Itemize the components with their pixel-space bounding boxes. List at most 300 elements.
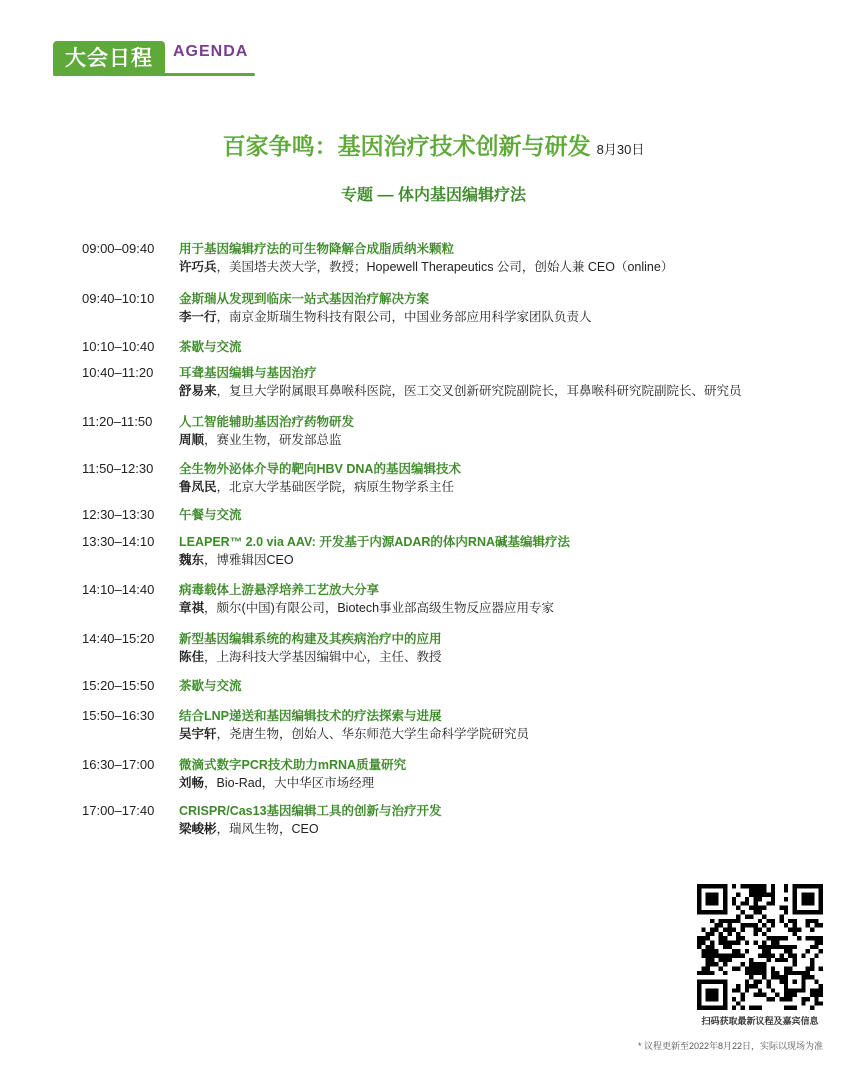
session-time: 16:30–17:00 — [82, 757, 155, 772]
qr-module — [719, 919, 723, 923]
qr-module — [762, 888, 766, 892]
qr-module — [706, 967, 710, 971]
qr-module — [714, 927, 718, 931]
session-topic: 全生物外泌体介导的靶向HBV DNA的基因编辑技术 — [179, 462, 461, 476]
qr-module — [753, 906, 757, 910]
qr-module — [758, 967, 762, 971]
session-time: 11:20–11:50 — [82, 414, 153, 429]
qr-code[interactable] — [697, 884, 823, 1010]
speaker-affiliation: ，北京大学基础医学院，病原生物学系主任 — [216, 480, 455, 494]
qr-module — [801, 1001, 805, 1005]
qr-module — [740, 884, 744, 888]
qr-module — [697, 945, 701, 949]
qr-module — [736, 949, 740, 953]
session-topic: 金斯瑞从发现到临床一站式基因治疗解决方案 — [179, 292, 430, 306]
qr-module — [723, 971, 727, 975]
schedule-row — [82, 677, 802, 695]
qr-module — [806, 936, 810, 940]
session-content — [179, 338, 802, 356]
qr-module — [740, 962, 744, 966]
qr-module — [714, 923, 718, 927]
badge-cn-label: 大会日程 — [53, 41, 165, 76]
qr-module — [758, 893, 762, 897]
qr-module — [780, 980, 784, 984]
qr-module — [736, 919, 740, 923]
qr-module — [749, 906, 753, 910]
schedule-row — [82, 240, 802, 276]
speaker-name: 梁峻彬 — [179, 822, 217, 836]
qr-module — [758, 962, 762, 966]
qr-module — [753, 940, 757, 944]
session-content — [179, 460, 802, 496]
qr-module — [758, 993, 762, 997]
qr-module — [771, 940, 775, 944]
qr-module — [758, 906, 762, 910]
qr-module — [753, 893, 757, 897]
qr-module — [767, 954, 771, 958]
qr-module — [788, 993, 792, 997]
qr-module — [749, 958, 753, 962]
session-content — [179, 240, 802, 276]
qr-module — [819, 936, 823, 940]
speaker-name: 李一行 — [179, 310, 217, 324]
qr-module — [740, 954, 744, 958]
session-time: 11:50–12:30 — [82, 461, 154, 476]
qr-module — [727, 940, 731, 944]
qr-module — [740, 923, 744, 927]
qr-module — [701, 940, 705, 944]
qr-module — [758, 954, 762, 958]
session-time: 09:40–10:10 — [82, 291, 155, 306]
qr-module — [814, 980, 818, 984]
qr-module — [736, 967, 740, 971]
session-content — [179, 290, 802, 326]
qr-module — [723, 958, 727, 962]
qr-module — [810, 962, 814, 966]
qr-module — [762, 940, 766, 944]
qr-module — [710, 949, 714, 953]
qr-module — [758, 945, 762, 949]
qr-module — [806, 919, 810, 923]
qr-module — [732, 988, 736, 992]
qr-module — [736, 984, 740, 988]
qr-module — [732, 897, 736, 901]
qr-module — [749, 884, 753, 888]
session-topic: LEAPER™ 2.0 via AAV: 开发基于内源ADAR的体内RNA碱基编辑疗法 — [179, 535, 571, 549]
session-topic: 午餐与交流 — [179, 508, 242, 522]
qr-module — [706, 958, 710, 962]
qr-module — [806, 971, 810, 975]
qr-module — [723, 927, 727, 931]
qr-module — [732, 967, 736, 971]
qr-module — [740, 901, 744, 905]
qr-module — [784, 997, 788, 1001]
qr-module — [727, 958, 731, 962]
qr-module — [736, 893, 740, 897]
qr-module — [706, 945, 710, 949]
qr-module — [814, 940, 818, 944]
qr-module — [784, 949, 788, 953]
qr-module — [775, 975, 779, 979]
qr-module — [780, 958, 784, 962]
session-content — [179, 677, 802, 695]
session-content — [179, 413, 802, 449]
qr-module — [753, 888, 757, 892]
qr-module — [753, 927, 757, 931]
qr-module — [814, 923, 818, 927]
qr-module — [736, 954, 740, 958]
qr-module — [753, 901, 757, 905]
qr-module — [793, 1006, 797, 1010]
qr-module — [819, 967, 823, 971]
qr-module — [784, 897, 788, 901]
qr-module — [801, 893, 814, 906]
badge-underline — [53, 73, 255, 76]
qr-module — [767, 980, 771, 984]
qr-module — [723, 945, 727, 949]
schedule-row — [82, 533, 802, 569]
qr-module — [749, 975, 753, 979]
qr-module — [771, 897, 775, 901]
qr-module — [767, 927, 771, 931]
qr-module — [732, 901, 736, 905]
qr-module — [797, 927, 801, 931]
qr-module — [771, 901, 775, 905]
qr-module — [788, 1006, 792, 1010]
qr-module — [710, 958, 714, 962]
qr-module — [814, 997, 818, 1001]
session-speaker-line — [179, 551, 802, 569]
qr-module — [810, 958, 814, 962]
session-topic: 茶歇与交流 — [179, 340, 242, 354]
schedule-row — [82, 707, 802, 743]
qr-module — [753, 932, 757, 936]
qr-module — [784, 923, 788, 927]
qr-module — [710, 954, 714, 958]
qr-module — [762, 932, 766, 936]
session-time: 10:40–11:20 — [82, 365, 154, 380]
qr-module — [714, 954, 718, 958]
qr-module — [745, 967, 749, 971]
qr-module — [784, 906, 788, 910]
qr-module — [710, 971, 714, 975]
session-speaker-line — [179, 382, 802, 400]
qr-module — [740, 910, 744, 914]
qr-module — [771, 888, 775, 892]
qr-module — [762, 975, 766, 979]
qr-module — [771, 975, 775, 979]
qr-module — [706, 962, 710, 966]
qr-module — [723, 919, 727, 923]
session-time: 17:00–17:40 — [82, 803, 155, 818]
qr-module — [767, 945, 771, 949]
qr-module — [719, 940, 723, 944]
qr-module — [706, 988, 719, 1001]
session-topic: 用于基因编辑疗法的可生物降解合成脂质纳米颗粒 — [179, 242, 455, 256]
qr-module — [710, 932, 714, 936]
qr-module — [771, 954, 775, 958]
qr-module — [701, 927, 705, 931]
qr-module — [780, 945, 784, 949]
qr-module — [727, 945, 731, 949]
qr-module — [732, 940, 736, 944]
qr-module — [753, 897, 757, 901]
qr-module — [801, 997, 805, 1001]
schedule-row — [82, 460, 802, 496]
qr-module — [819, 1001, 823, 1005]
qr-module — [745, 897, 749, 901]
session-topic: 病毒载体上游悬浮培养工艺放大分享 — [179, 583, 380, 597]
qr-module — [714, 962, 718, 966]
qr-module — [775, 958, 779, 962]
qr-module — [762, 971, 766, 975]
schedule-row — [82, 413, 802, 449]
schedule-row — [82, 506, 802, 524]
qr-module — [697, 971, 701, 975]
agenda-badge — [53, 41, 253, 76]
qr-module — [758, 897, 762, 901]
qr-module — [810, 988, 814, 992]
session-content — [179, 756, 802, 792]
badge-en-label: AGENDA — [173, 43, 249, 60]
qr-module — [793, 980, 797, 984]
qr-module — [771, 967, 775, 971]
qr-module — [806, 949, 810, 953]
qr-module — [758, 980, 762, 984]
session-content — [179, 630, 802, 666]
speaker-name: 章祺 — [179, 601, 205, 615]
qr-module — [814, 919, 818, 923]
speaker-name: 吴宇轩 — [179, 727, 217, 741]
qr-module — [810, 919, 814, 923]
session-topic: 耳聋基因编辑与基因治疗 — [179, 366, 317, 380]
qr-module — [793, 954, 797, 958]
speaker-name: 陈佳 — [179, 650, 205, 664]
qr-module — [706, 936, 710, 940]
qr-module — [753, 984, 757, 988]
qr-module — [740, 1006, 744, 1010]
qr-module — [793, 945, 797, 949]
qr-module — [719, 967, 723, 971]
qr-module — [784, 884, 788, 888]
qr-module — [780, 936, 784, 940]
qr-module — [819, 940, 823, 944]
schedule-row — [82, 338, 802, 356]
session-content — [179, 581, 802, 617]
qr-module — [732, 997, 736, 1001]
qr-module — [762, 914, 766, 918]
qr-module — [780, 906, 784, 910]
qr-module — [745, 884, 749, 888]
qr-module — [788, 945, 792, 949]
qr-module — [706, 893, 719, 906]
qr-module — [736, 914, 740, 918]
qr-module — [719, 936, 723, 940]
qr-module — [745, 980, 749, 984]
qr-module — [740, 936, 744, 940]
speaker-affiliation: ，南京金斯瑞生物科技有限公司，中国业务部应用科学家团队负责人 — [216, 310, 592, 324]
qr-module — [784, 967, 788, 971]
session-content — [179, 364, 802, 400]
qr-module — [727, 919, 731, 923]
qr-module — [810, 927, 814, 931]
session-topic: CRISPR/Cas13基因编辑工具的创新与治疗开发 — [179, 804, 442, 818]
qr-module — [749, 923, 753, 927]
speaker-name: 许巧兵 — [179, 260, 217, 274]
qr-module — [758, 888, 762, 892]
qr-module — [736, 940, 740, 944]
session-speaker-line — [179, 308, 802, 326]
qr-module — [732, 927, 736, 931]
qr-module — [758, 988, 762, 992]
qr-module — [793, 993, 797, 997]
qr-module — [775, 945, 779, 949]
qr-module — [810, 975, 814, 979]
qr-module — [797, 936, 801, 940]
session-time: 13:30–14:10 — [82, 534, 155, 549]
speaker-affiliation: ，Bio-Rad，大中华区市场经理 — [204, 776, 375, 790]
qr-module — [784, 945, 788, 949]
qr-module — [780, 914, 784, 918]
qr-module — [749, 984, 753, 988]
qr-module — [758, 971, 762, 975]
qr-module — [767, 919, 771, 923]
qr-module — [719, 932, 723, 936]
qr-module — [753, 910, 757, 914]
speaker-name: 魏东 — [179, 553, 205, 567]
session-time: 15:50–16:30 — [82, 708, 155, 723]
qr-module — [814, 993, 818, 997]
qr-module — [819, 923, 823, 927]
session-time: 15:20–15:50 — [82, 678, 155, 693]
qr-module — [780, 954, 784, 958]
qr-module — [762, 949, 766, 953]
session-topic: 微滴式数字PCR技术助力mRNA质量研究 — [179, 758, 407, 772]
session-time: 10:10–10:40 — [82, 339, 155, 354]
qr-module — [810, 967, 814, 971]
qr-module — [727, 932, 731, 936]
qr-module — [727, 954, 731, 958]
qr-module — [788, 949, 792, 953]
qr-module — [806, 997, 810, 1001]
speaker-affiliation: ，瑞风生物，CEO — [216, 822, 319, 836]
session-speaker-line — [179, 478, 802, 496]
session-speaker-line — [179, 431, 802, 449]
qr-module — [710, 945, 714, 949]
qr-module — [753, 971, 757, 975]
qr-module — [710, 940, 714, 944]
qr-module — [771, 893, 775, 897]
qr-module — [788, 967, 792, 971]
qr-module — [745, 984, 749, 988]
qr-module — [767, 949, 771, 953]
speaker-name: 周顺 — [179, 433, 205, 447]
qr-module — [814, 1001, 818, 1005]
page-title — [0, 128, 867, 161]
qr-module — [753, 1006, 757, 1010]
qr-module — [806, 975, 810, 979]
qr-module — [775, 940, 779, 944]
qr-module — [819, 993, 823, 997]
qr-module — [762, 967, 766, 971]
qr-module — [749, 1006, 753, 1010]
qr-module — [740, 993, 744, 997]
qr-module — [801, 954, 805, 958]
qr-module — [788, 954, 792, 958]
qr-module — [784, 993, 788, 997]
session-speaker-line — [179, 725, 802, 743]
speaker-affiliation: ，尧唐生物，创始人、华东师范大学生命科学学院研究员 — [216, 727, 530, 741]
qr-module — [740, 927, 744, 931]
qr-module — [697, 940, 701, 944]
session-topic: 茶歇与交流 — [179, 679, 242, 693]
qr-module — [793, 919, 797, 923]
speaker-affiliation: ，上海科技大学基因编辑中心，主任、教授 — [204, 650, 442, 664]
session-content — [179, 802, 802, 838]
qr-module — [758, 1006, 762, 1010]
qr-module — [727, 923, 731, 927]
session-content — [179, 707, 802, 743]
qr-module — [706, 954, 710, 958]
qr-module — [706, 932, 710, 936]
qr-module — [762, 945, 766, 949]
qr-module — [793, 958, 797, 962]
speaker-affiliation: ，博雅辑因CEO — [204, 553, 294, 567]
qr-module — [793, 923, 797, 927]
speaker-name: 鲁凤民 — [179, 480, 217, 494]
qr-module — [749, 967, 753, 971]
qr-module — [788, 927, 792, 931]
qr-module — [719, 923, 723, 927]
qr-module — [749, 893, 753, 897]
speaker-affiliation: ，美国塔夫茨大学，教授；Hopewell Therapeutics 公司，创始人兼 CEO（online） — [216, 260, 674, 274]
qr-module — [767, 936, 771, 940]
qr-module — [784, 888, 788, 892]
qr-module — [710, 919, 714, 923]
speaker-name: 刘畅 — [179, 776, 205, 790]
qr-module — [767, 997, 771, 1001]
qr-module — [732, 949, 736, 953]
schedule-row — [82, 802, 802, 838]
qr-module — [771, 997, 775, 1001]
qr-module — [753, 884, 757, 888]
qr-module — [819, 984, 823, 988]
qr-module — [745, 923, 749, 927]
qr-module — [767, 893, 771, 897]
qr-module — [814, 936, 818, 940]
qr-module — [780, 919, 784, 923]
qr-module — [762, 954, 766, 958]
qr-module — [819, 949, 823, 953]
qr-module — [758, 910, 762, 914]
qr-module — [736, 988, 740, 992]
session-time: 09:00–09:40 — [82, 241, 155, 256]
qr-module — [714, 949, 718, 953]
session-content — [179, 506, 802, 524]
qr-module — [780, 997, 784, 1001]
qr-module — [762, 893, 766, 897]
session-content — [179, 533, 802, 569]
schedule-row — [82, 581, 802, 617]
footnote: * 议程更新至2022年8月22日，实际以现场为准 — [637, 1041, 823, 1051]
session-time: 14:40–15:20 — [82, 631, 155, 646]
session-topic: 新型基因编辑系统的构建及其疾病治疗中的应用 — [179, 632, 442, 646]
qr-module — [784, 910, 788, 914]
qr-module — [697, 936, 701, 940]
session-speaker-line — [179, 599, 802, 617]
qr-module — [753, 967, 757, 971]
qr-module — [810, 936, 814, 940]
